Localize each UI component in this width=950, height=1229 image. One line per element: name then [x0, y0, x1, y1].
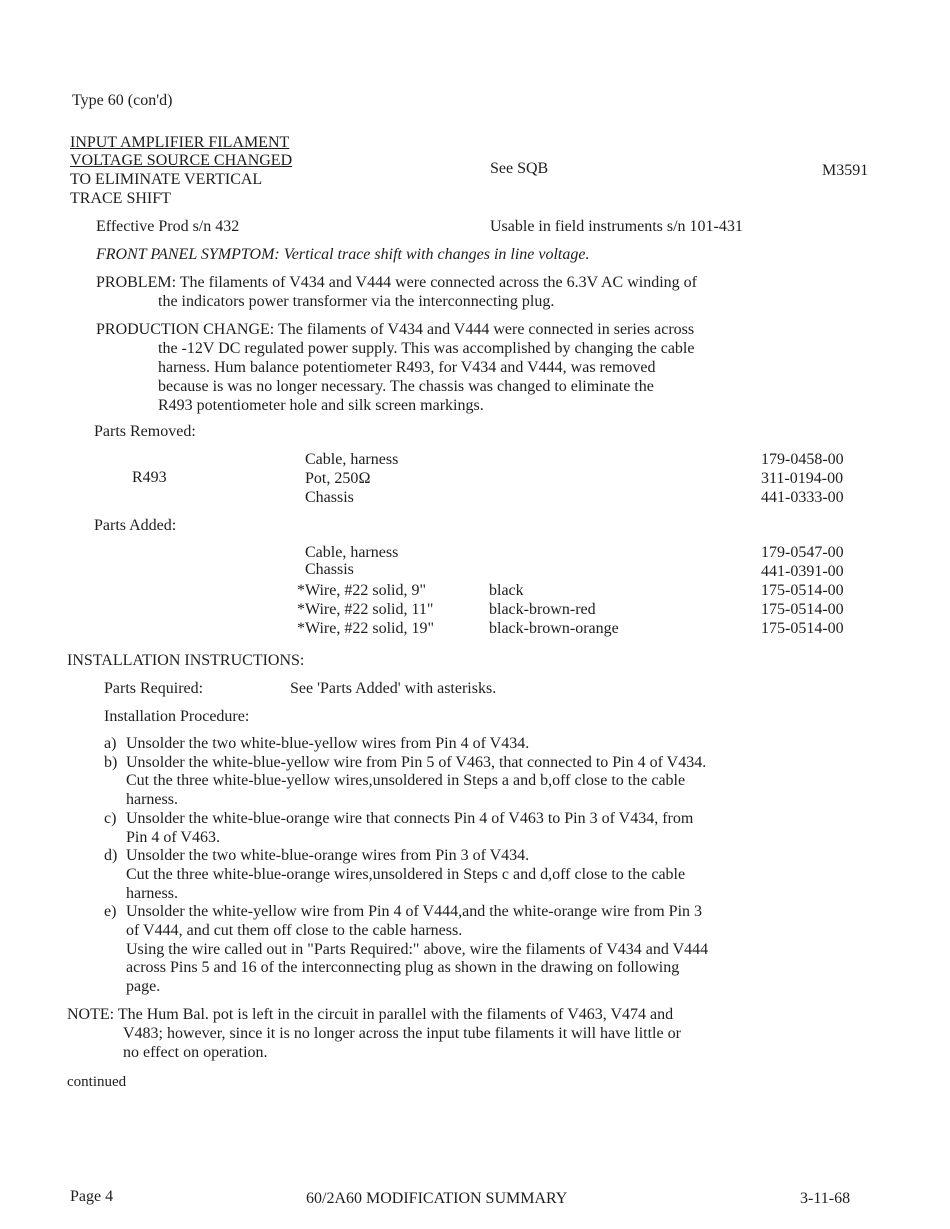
- step-line: page.: [126, 978, 161, 996]
- parts-added-number: 175-0514-00: [761, 582, 844, 599]
- parts-required-label: Parts Required:: [104, 680, 204, 697]
- step-line: Unsolder the white-blue-yellow wire from Pin 5 of V463, that connected to Pin 4 of V434.: [126, 753, 707, 771]
- step-line: Unsolder the two white-blue-yellow wires from Pin 4 of V434.: [126, 735, 530, 752]
- effective-serial: Effective Prod s/n 432: [96, 218, 240, 235]
- step-line: across Pins 5 and 16 of the interconnecting plug as shown in the drawing on following: [126, 959, 680, 977]
- parts-added-number: 175-0514-00: [761, 620, 844, 637]
- step-line: of V444, and cut them off close to the cable harness.: [126, 922, 463, 940]
- parts-added-desc: *Wire, #22 solid, 9": [297, 582, 426, 599]
- parts-added-color: black-brown-orange: [489, 620, 619, 637]
- parts-removed-desc: Chassis: [305, 489, 354, 506]
- production-change-line: the -12V DC regulated power supply. This was accomplished by changing the cable: [158, 340, 695, 357]
- procedure-step: [104, 903, 884, 997]
- continued-label: continued: [67, 1074, 127, 1090]
- step-line: Unsolder the white-yellow wire from Pin 4 of V444,and the white-orange wire from Pin 3: [126, 903, 703, 921]
- parts-added-number: 179-0547-00: [761, 544, 844, 561]
- procedure-step: [104, 735, 884, 754]
- step-label: b): [104, 753, 118, 771]
- parts-removed-number: 179-0458-00: [761, 451, 844, 468]
- footer-date: 3-11-68: [800, 1190, 851, 1207]
- parts-required-value: See 'Parts Added' with asterisks.: [290, 680, 497, 697]
- production-change-line: harness. Hum balance potentiometer R493, for V434 and V444, was removed: [158, 359, 656, 376]
- problem-text-cont: the indicators power transformer via the interconnecting plug.: [158, 293, 555, 310]
- note-paragraph: [67, 1005, 877, 1062]
- usable-serial: Usable in field instruments s/n 101-431: [490, 218, 743, 235]
- problem-label: PROBLEM:: [96, 274, 177, 291]
- step-line: harness.: [126, 884, 178, 902]
- footer-title: 60/2A60 MODIFICATION SUMMARY: [306, 1190, 568, 1207]
- parts-added-label: Parts Added:: [94, 517, 177, 534]
- front-panel-symptom: [96, 245, 589, 264]
- parts-added-desc: Chassis: [305, 561, 354, 578]
- parts-removed-number: 311-0194-00: [761, 470, 844, 487]
- production-change-label: PRODUCTION CHANGE:: [96, 321, 275, 338]
- problem-paragraph: [96, 273, 886, 311]
- parts-added-desc: Cable, harness: [305, 544, 399, 561]
- mod-title-line-4: TRACE SHIFT: [70, 190, 171, 207]
- procedure-step: [104, 847, 884, 903]
- parts-removed-desc: Cable, harness: [305, 451, 399, 468]
- parts-removed-ref: R493: [132, 469, 167, 486]
- parts-added-color: black: [489, 582, 524, 599]
- procedure-steps: [104, 735, 884, 997]
- step-label: a): [104, 735, 117, 752]
- step-line: Using the wire called out in "Parts Required:" above, wire the filaments of V434 and V444: [126, 940, 709, 958]
- parts-added-number: 175-0514-00: [761, 601, 844, 618]
- symptom-text: Vertical trace shift with changes in line voltage.: [283, 246, 590, 263]
- step-line: Cut the three white-blue-orange wires,unsoldered in Steps c and d,off close to the cable: [126, 865, 686, 883]
- note-label: NOTE:: [67, 1006, 115, 1023]
- problem-text: The filaments of V434 and V444 were connected across the 6.3V AC winding of: [179, 274, 697, 291]
- parts-added-number: 441-0391-00: [761, 563, 844, 580]
- parts-removed-label: Parts Removed:: [94, 423, 196, 440]
- parts-added-color: black-brown-red: [489, 601, 596, 618]
- procedure-label: Installation Procedure:: [104, 708, 250, 725]
- step-label: d): [104, 847, 118, 865]
- step-line: Pin 4 of V463.: [126, 828, 220, 846]
- procedure-step: [104, 810, 884, 847]
- note-text: The Hum Bal. pot is left in the circuit in parallel with the filaments of V463, V474 and: [117, 1006, 674, 1023]
- symptom-label: FRONT PANEL SYMPTOM:: [96, 246, 280, 263]
- production-change-line: R493 potentiometer hole and silk screen markings.: [158, 397, 484, 414]
- parts-added-desc: *Wire, #22 solid, 19": [297, 620, 434, 637]
- step-line: Cut the three white-blue-yellow wires,unsoldered in Steps a and b,off close to the cable: [126, 772, 686, 790]
- note-line: no effect on operation.: [123, 1044, 268, 1061]
- note-line: V483; however, since it is no longer across the input tube filaments it will have little or: [123, 1025, 681, 1042]
- type-line: Type 60 (con'd): [72, 92, 173, 109]
- mod-number: M3591: [822, 162, 869, 179]
- parts-removed-desc: Pot, 250Ω: [305, 470, 371, 487]
- step-label: c): [104, 809, 117, 827]
- mod-title-line-1: INPUT AMPLIFIER FILAMENT: [70, 134, 290, 151]
- parts-added-desc: *Wire, #22 solid, 11": [297, 601, 434, 618]
- mod-title-line-3: TO ELIMINATE VERTICAL: [70, 171, 263, 188]
- installation-heading: INSTALLATION INSTRUCTIONS:: [67, 652, 305, 669]
- production-change-text: The filaments of V434 and V444 were connected in series across: [277, 321, 695, 338]
- step-line: Unsolder the two white-blue-orange wires from Pin 3 of V434.: [126, 847, 530, 865]
- production-change-paragraph: [96, 320, 886, 415]
- see-reference: See SQB: [490, 160, 549, 177]
- parts-removed-number: 441-0333-00: [761, 489, 844, 506]
- step-label: e): [104, 903, 117, 921]
- procedure-step: [104, 754, 884, 810]
- step-line: Unsolder the white-blue-orange wire that connects Pin 4 of V463 to Pin 3 of V434, from: [126, 809, 694, 827]
- production-change-line: because is was no longer necessary. The chassis was changed to eliminate the: [158, 378, 654, 395]
- footer-page: Page 4: [70, 1188, 114, 1205]
- step-line: harness.: [126, 791, 178, 809]
- mod-title-line-2: VOLTAGE SOURCE CHANGED: [70, 152, 293, 169]
